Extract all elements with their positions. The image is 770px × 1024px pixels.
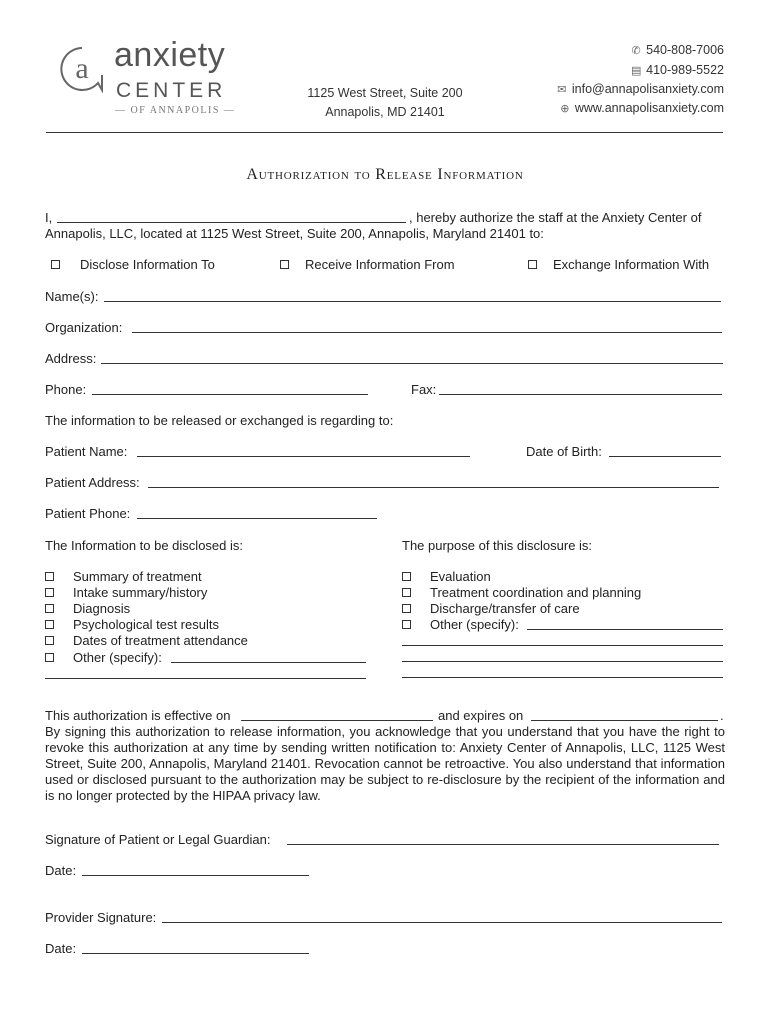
patient-name-field[interactable] — [137, 456, 470, 457]
disclosed-item[interactable]: Summary of treatment — [45, 569, 202, 584]
logo-icon — [58, 45, 106, 93]
contact-email: ✉ info@annapolisanxiety.com — [555, 80, 724, 100]
phone-label: Phone: — [45, 382, 87, 397]
period: . — [720, 708, 724, 723]
envelope-icon: ✉ — [557, 84, 567, 96]
other-purpose-field-2[interactable] — [402, 645, 723, 646]
contact-fax: ▤ 410-989-5522 — [629, 61, 724, 81]
logo-name: anxiety — [114, 36, 226, 74]
dob-label: Date of Birth: — [526, 444, 602, 459]
checkbox-dates[interactable] — [45, 636, 54, 645]
address-label: Address: — [45, 351, 97, 366]
globe-icon: ⊕ — [560, 103, 570, 115]
patient-signature-field[interactable] — [287, 844, 719, 845]
expires-label: and expires on — [438, 708, 524, 723]
checkbox-coordination[interactable] — [402, 588, 411, 597]
patient-address-field[interactable] — [148, 487, 719, 488]
patient-name-label: Patient Name: — [45, 444, 128, 459]
disclosed-heading: The Information to be disclosed is: — [45, 538, 243, 553]
contact-web: ⊕ www.annapolisanxiety.com — [558, 99, 724, 119]
address-line2: Annapolis, MD 21401 — [325, 105, 445, 119]
checkbox-psych-test[interactable] — [45, 620, 54, 629]
other-purpose-field-3[interactable] — [402, 661, 723, 662]
disclosed-item[interactable]: Intake summary/history — [45, 585, 207, 600]
contact-phone: ✆ 540-808-7006 — [629, 41, 724, 61]
option-receive[interactable]: Receive Information From — [280, 257, 455, 272]
form-title: Authorization to Release Information — [246, 166, 524, 183]
other-disclosed-field[interactable] — [171, 662, 366, 663]
checkbox-receive[interactable] — [280, 260, 289, 269]
disclosed-item[interactable]: Dates of treatment attendance — [45, 633, 248, 648]
logo-subtitle: — OF ANNAPOLIS — — [115, 105, 236, 116]
provider-signature-field[interactable] — [162, 922, 722, 923]
other-purpose-field[interactable] — [527, 629, 723, 630]
purpose-item[interactable]: Treatment coordination and planning — [402, 585, 641, 600]
intro-text: , hereby authorize the staff at the Anxiety Center of — [409, 210, 702, 225]
purpose-item[interactable]: Evaluation — [402, 569, 491, 584]
effective-label: This authorization is effective on — [45, 708, 231, 723]
organization-label: Organization: — [45, 320, 123, 335]
checkbox-summary[interactable] — [45, 572, 54, 581]
date-label: Date: — [45, 863, 77, 878]
logo-center: CENTER — [116, 79, 227, 102]
checkbox-evaluation[interactable] — [402, 572, 411, 581]
purpose-item[interactable]: Other (specify): — [402, 617, 519, 632]
date-field-2[interactable] — [82, 953, 309, 954]
checkbox-intake[interactable] — [45, 588, 54, 597]
option-exchange[interactable]: Exchange Information With — [528, 257, 709, 272]
fax-label: Fax: — [411, 382, 437, 397]
effective-date-field[interactable] — [241, 720, 433, 721]
checkbox-exchange[interactable] — [528, 260, 537, 269]
checkbox-other-purpose[interactable] — [402, 620, 411, 629]
names-field[interactable] — [104, 301, 721, 302]
provider-signature-label: Provider Signature: — [45, 910, 157, 925]
organization-field[interactable] — [132, 332, 722, 333]
disclosed-item[interactable]: Psychological test results — [45, 617, 219, 632]
checkbox-other-disclosed[interactable] — [45, 653, 54, 662]
disclosed-item[interactable]: Diagnosis — [45, 601, 130, 616]
patient-phone-field[interactable] — [137, 518, 377, 519]
purpose-item[interactable]: Discharge/transfer of care — [402, 601, 580, 616]
disclosed-item[interactable]: Other (specify): — [45, 650, 162, 665]
patient-phone-label: Patient Phone: — [45, 506, 131, 521]
dob-field[interactable] — [609, 456, 721, 457]
intro-line2: Annapolis, LLC, located at 1125 West Street, Suite 200, Annapolis, Maryland 21401 to: — [45, 226, 544, 241]
printer-icon: ▤ — [630, 65, 642, 77]
svg-text:a: a — [75, 52, 89, 85]
checkbox-discharge[interactable] — [402, 604, 411, 613]
checkbox-diagnosis[interactable] — [45, 604, 54, 613]
date-label-2: Date: — [45, 941, 77, 956]
other-disclosed-field-2[interactable] — [45, 678, 366, 679]
regarding-text: The information to be released or exchanged is regarding to: — [45, 413, 394, 428]
date-field[interactable] — [82, 875, 309, 876]
names-label: Name(s): — [45, 289, 99, 304]
fax-field[interactable] — [439, 394, 722, 395]
phone-field[interactable] — [92, 394, 368, 395]
patient-address-label: Patient Address: — [45, 475, 140, 490]
expires-date-field[interactable] — [531, 720, 718, 721]
address-field[interactable] — [101, 363, 723, 364]
other-purpose-field-4[interactable] — [402, 677, 723, 678]
legal-text: By signing this authorization to release information, you acknowledge that you understand that you have the right to revoke this authorization at any time by sending written notification to: Anxiety Center of Annapolis, LLC, 1125 West Street, Suite 200, Annapolis, Maryland 21401. Revocation cannot be retroactive. You also understand that information used or disclosed pursuant to the authorization may be subject to re-disclosure by the recipient of the information and is no longer protected by the HIPAA privacy law. — [45, 724, 725, 803]
purpose-heading: The purpose of this disclosure is: — [402, 538, 593, 553]
intro-i: I, — [45, 210, 53, 225]
header-divider — [46, 132, 723, 133]
option-disclose[interactable]: Disclose Information To — [51, 257, 215, 272]
phone-icon: ✆ — [631, 45, 641, 57]
address-line1: 1125 West Street, Suite 200 — [307, 86, 463, 100]
patient-signature-label: Signature of Patient or Legal Guardian: — [45, 832, 271, 847]
checkbox-disclose[interactable] — [51, 260, 60, 269]
authorizer-name-field[interactable] — [57, 222, 406, 223]
